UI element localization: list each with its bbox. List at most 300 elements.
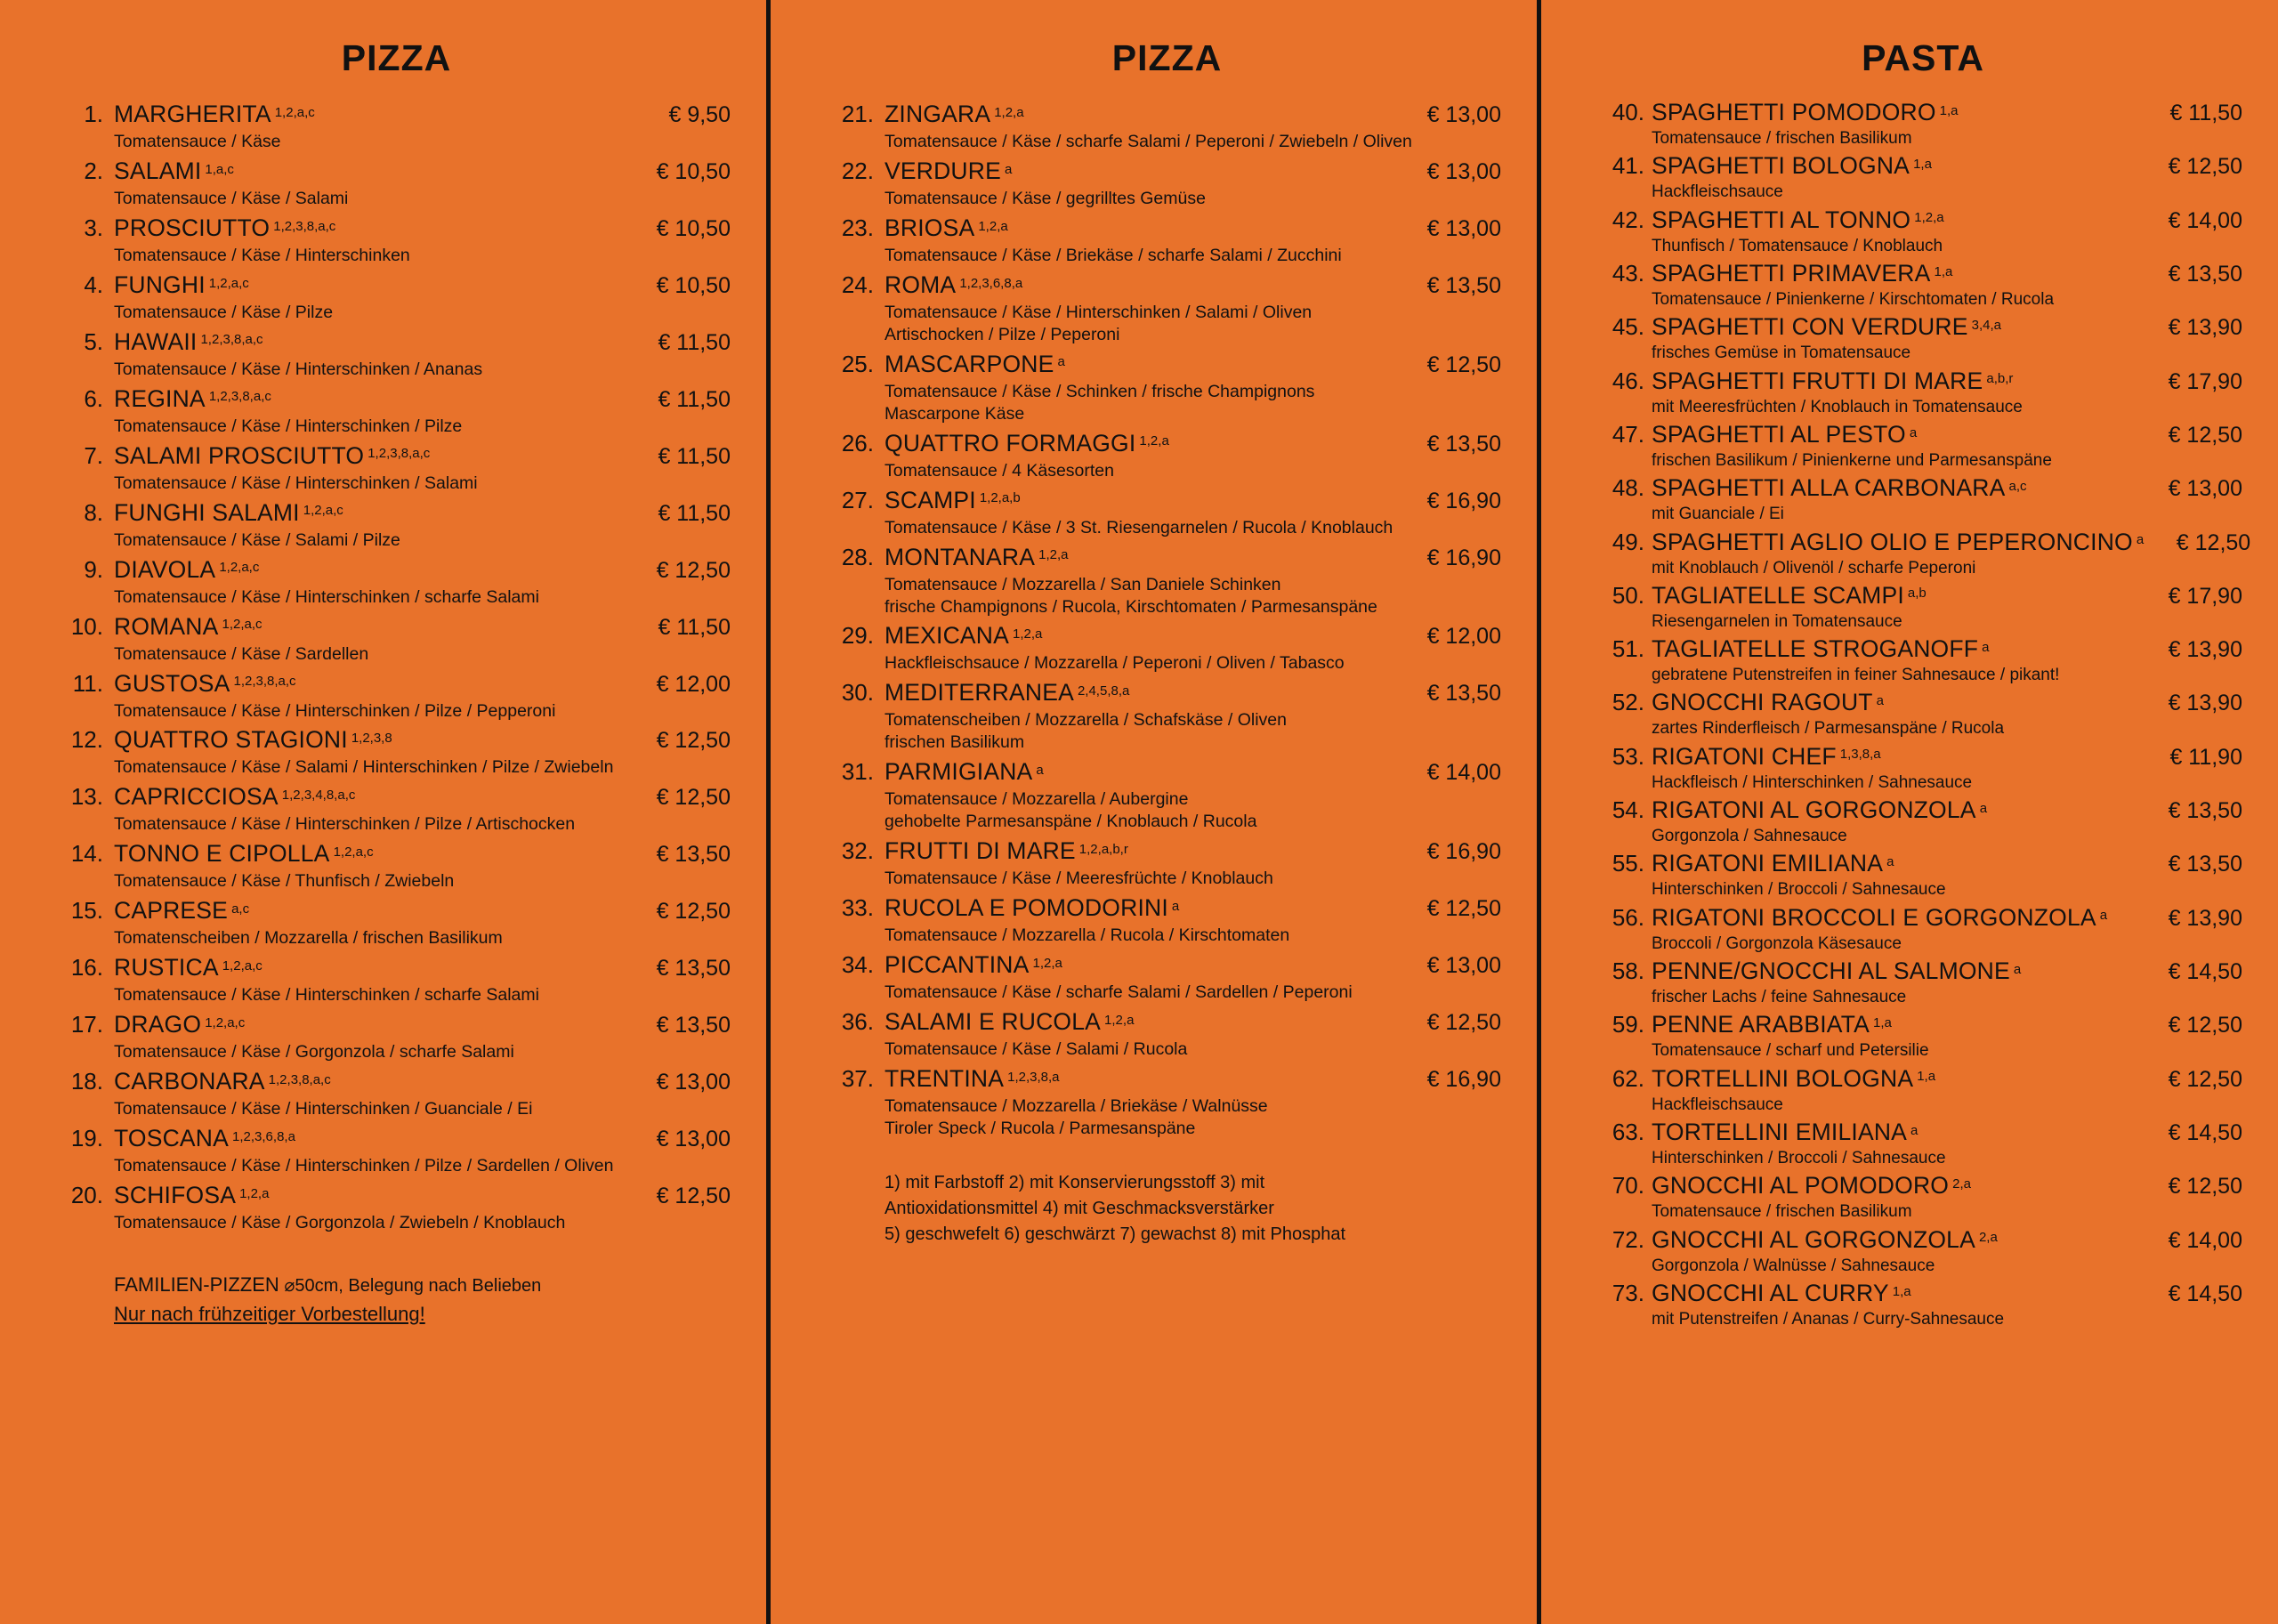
- menu-item-name-wrap: [1652, 101, 2136, 125]
- menu-item-description: [1652, 718, 2242, 739]
- menu-item-description-line: Hackfleischsauce: [1652, 1095, 1783, 1114]
- menu-item-name: MEDITERRANEA: [885, 679, 1074, 707]
- menu-item-description-line: Tomatensauce / Mozzarella / San Daniele Schinken: [885, 574, 1281, 594]
- menu-item-line: [62, 555, 731, 583]
- menu-item-line: [62, 159, 731, 183]
- menu-item-number: 50.: [1612, 581, 1644, 609]
- menu-item-line: [62, 899, 731, 923]
- menu-item-allergens: a: [1876, 693, 1885, 709]
- menu-item-description: [1652, 504, 2242, 525]
- menu-item-allergens: 1,2,3,6,8,a: [232, 1128, 295, 1144]
- menu-item-name-wrap: [114, 842, 624, 866]
- menu-item-line: [62, 216, 731, 240]
- menu-item-line: [833, 352, 1501, 376]
- menu-item-allergens: 1,2,3,6,8,a: [959, 275, 1023, 291]
- menu-item: [1603, 1225, 2242, 1277]
- menu-item-description-line: Tomatensauce / Mozzarella / Aubergine: [885, 789, 1189, 810]
- menu-item-name-wrap: [885, 839, 1394, 863]
- menu-item: [1603, 637, 2242, 686]
- menu-item-line: [62, 384, 731, 412]
- menu-item-number: 48.: [1612, 474, 1644, 502]
- menu-item-name-wrap: [885, 760, 1394, 784]
- family-pizza-title: FAMILIEN-PIZZEN: [114, 1273, 279, 1297]
- menu-item-number: 58.: [1612, 957, 1644, 984]
- menu-item: [833, 486, 1501, 539]
- menu-item-number: 33.: [841, 894, 874, 922]
- menu-item-number: 43.: [1612, 259, 1644, 287]
- menu-item-allergens: a: [1004, 161, 1013, 177]
- menu-item-allergens: 1,2,3,8: [351, 731, 392, 747]
- menu-item-price: € 13,50: [1426, 681, 1501, 707]
- menu-item-name-wrap: [1652, 1013, 2136, 1037]
- menu-item-name: SALAMI PROSCIUTTO: [114, 441, 365, 469]
- menu-item-name-wrap: [114, 728, 624, 752]
- menu-item-price: € 11,50: [658, 329, 731, 355]
- menu-item: [62, 555, 731, 609]
- menu-item-allergens: 1,2,a,c: [274, 104, 315, 120]
- menu-item-name: FRUTTI DI MARE: [885, 837, 1076, 865]
- menu-item-price: € 13,00: [656, 1070, 731, 1095]
- menu-item-description-line: Tomatensauce / frischen Basilikum: [1652, 129, 1912, 148]
- menu-item-name-wrap: [885, 102, 1394, 126]
- menu-item-list-pasta: [1603, 99, 2251, 1330]
- menu-item-description-line: Tomatensauce / Käse / Thunfisch / Zwiebeln: [114, 871, 455, 892]
- menu-item-number: 25.: [841, 350, 874, 377]
- column-title-pasta: PASTA: [1862, 37, 1984, 78]
- menu-item-name: ROMA: [885, 271, 957, 298]
- menu-item-allergens: 1,2,3,8,a,c: [208, 389, 271, 405]
- menu-item-line: [833, 953, 1501, 977]
- menu-item-allergens: 1,2,a: [1139, 433, 1169, 449]
- menu-item-allergens: 1,2,3,8,a,c: [273, 218, 336, 234]
- menu-item-description: [114, 1041, 731, 1063]
- menu-item-price: € 16,90: [1426, 545, 1501, 570]
- menu-item-name-wrap: [885, 216, 1394, 240]
- menu-column-pizza-2: [771, 0, 1537, 1624]
- menu-item-allergens: 1,2,a: [1038, 547, 1069, 563]
- menu-item-name-wrap: [114, 327, 624, 355]
- menu-item-line: [62, 1013, 731, 1037]
- menu-item-line: [62, 327, 731, 355]
- menu-item-name-wrap: [114, 273, 624, 297]
- menu-item-price: € 17,90: [2168, 583, 2242, 609]
- menu-item-number: 30.: [841, 679, 874, 707]
- menu-item-description-line: Hackfleischsauce: [1652, 182, 1783, 202]
- menu-item-description: [1652, 933, 2242, 955]
- menu-item: [1603, 420, 2242, 472]
- menu-item-name-wrap: [885, 896, 1394, 920]
- menu-item-number: 52.: [1612, 689, 1644, 716]
- menu-item-description: [1652, 450, 2242, 472]
- menu-item-name-wrap: [114, 498, 624, 526]
- menu-item-description: [1652, 182, 2242, 203]
- menu-item-price: € 11,50: [658, 386, 731, 412]
- menu-item-description-line: Tomatensauce / Käse / Hinterschinken / scharfe Salami: [114, 586, 539, 607]
- menu-item: [1603, 798, 2242, 847]
- menu-item-name: GNOCCHI AL GORGONZOLA: [1652, 1225, 1975, 1253]
- menu-item-description-line: frischer Lachs / feine Sahnesauce: [1652, 988, 1907, 1006]
- menu-item-name-wrap: [1652, 315, 2136, 339]
- menu-item-name: GUSTOSA: [114, 669, 230, 697]
- menu-item-allergens: 1,2,a: [239, 1185, 270, 1201]
- menu-item-name-wrap: [885, 486, 1394, 513]
- menu-item-name: QUATTRO STAGIONI: [114, 726, 348, 754]
- menu-item-description-line: Tomatensauce / Mozzarella / Rucola / Kirschtomaten: [885, 925, 1290, 946]
- menu-item: [1603, 1281, 2242, 1330]
- menu-item-price: € 11,50: [658, 443, 731, 469]
- menu-item-number: 36.: [841, 1008, 874, 1036]
- menu-item-number: 17.: [70, 1011, 103, 1038]
- menu-item-number: 6.: [84, 384, 103, 412]
- additives-footnote: [885, 1170, 1472, 1248]
- menu-item-name-wrap: [1652, 691, 2136, 715]
- menu-item-allergens: a: [1909, 424, 1918, 440]
- menu-item-price: € 13,50: [656, 956, 731, 982]
- menu-item-line: [1603, 959, 2242, 983]
- menu-item-name: RIGATONI CHEF: [1652, 742, 1837, 770]
- menu-item-name-wrap: [114, 1013, 624, 1037]
- menu-item-name-wrap: [114, 159, 624, 183]
- menu-item: [62, 956, 731, 1006]
- menu-item-number: 11.: [72, 669, 103, 697]
- menu-item-description-line: Tomatenscheiben / Mozzarella / Schafskäse / Oliven: [885, 710, 1287, 731]
- menu-item-name: RIGATONI AL GORGONZOLA: [1652, 796, 1976, 824]
- menu-item-description: [885, 788, 1501, 833]
- menu-item-allergens: 1,a: [1873, 1014, 1892, 1030]
- menu-item-price: € 11,50: [2169, 101, 2242, 125]
- menu-item-number: 55.: [1612, 850, 1644, 877]
- menu-item-price: € 13,50: [1426, 272, 1501, 298]
- menu-item-description-line: Tomatensauce / Pinienkerne / Kirschtomaten / Rucola: [1652, 289, 2055, 309]
- menu-item-description-line: Tomatensauce / Mozzarella / Briekäse / Walnüsse: [885, 1096, 1268, 1117]
- menu-item-name: CAPRICCIOSA: [114, 783, 279, 811]
- menu-item-list-pizza-1: [62, 102, 731, 1234]
- menu-item-allergens: 1,a: [1913, 156, 1932, 172]
- menu-item-allergens: a,c: [2008, 478, 2027, 494]
- menu-item-description-line: mit Guanciale / Ei: [1652, 505, 1784, 524]
- menu-item-description-line: frischen Basilikum: [885, 732, 1025, 753]
- menu-item: [62, 728, 731, 779]
- menu-item-number: 10.: [70, 612, 103, 640]
- menu-item-allergens: a: [1057, 354, 1065, 370]
- menu-item-description-line: Tomatensauce / Käse / Salami / Pilze: [114, 529, 400, 550]
- menu-item-name: BRIOSA: [885, 214, 975, 241]
- menu-item-name: MASCARPONE: [885, 350, 1054, 377]
- menu-item-name: PENNE ARABBIATA: [1652, 1011, 1870, 1038]
- menu-item-line: [1603, 420, 2242, 448]
- menu-item-number: 21.: [841, 101, 874, 127]
- menu-item-allergens: a: [2099, 908, 2108, 924]
- menu-item-name-wrap: [114, 612, 624, 640]
- menu-item-number: 8.: [84, 498, 103, 526]
- menu-item-line: [833, 486, 1501, 513]
- menu-item-number: 41.: [1612, 152, 1644, 180]
- menu-item-price: € 12,50: [2168, 1013, 2242, 1038]
- menu-item-name: RIGATONI BROCCOLI E GORGONZOLA: [1652, 903, 2096, 931]
- menu-item-name: TRENTINA: [885, 1065, 1005, 1093]
- menu-item-line: [833, 429, 1501, 456]
- menu-item-number: 18.: [70, 1068, 103, 1095]
- menu-item-number: 46.: [1612, 367, 1644, 394]
- menu-item-number: 22.: [841, 157, 874, 184]
- menu-item-description: [1652, 128, 2242, 149]
- menu-item-name: SPAGHETTI CON VERDURE: [1652, 313, 1968, 341]
- menu-item-number: 47.: [1612, 420, 1644, 448]
- menu-item-name: PENNE/GNOCCHI AL SALMONE: [1652, 957, 2010, 984]
- menu-item: [1603, 1120, 2242, 1169]
- menu-item-description: [885, 188, 1501, 210]
- menu-item-description-line: frische Champignons / Rucola, Kirschtomaten / Parmesanspäne: [885, 596, 1377, 617]
- menu-item-description-line: Tomatensauce / Käse / Hinterschinken / Pilze: [114, 416, 463, 436]
- menu-item: [833, 1067, 1501, 1140]
- menu-item-description: [885, 1038, 1501, 1061]
- menu-item: [1603, 1013, 2242, 1062]
- menu-item-number: 20.: [70, 1182, 103, 1209]
- menu-item-number: 51.: [1612, 635, 1644, 663]
- menu-item-description-line: Tomatensauce / Käse / Briekäse / scharfe Salami / Zucchini: [885, 245, 1342, 265]
- menu-item-description: [1652, 1256, 2242, 1277]
- menu-item-price: € 13,00: [2168, 476, 2242, 502]
- menu-item-allergens: 1,2,a,b: [979, 490, 1021, 506]
- menu-item-number: 29.: [841, 622, 874, 650]
- menu-item-description-line: frischen Basilikum / Pinienkerne und Parmesanspäne: [1652, 450, 2052, 470]
- menu-item-allergens: 1,2,a,c: [222, 957, 263, 974]
- menu-item: [1603, 581, 2242, 633]
- menu-item-allergens: 1,2,a,c: [205, 1014, 246, 1030]
- menu-item-number: 15.: [70, 897, 103, 925]
- menu-item: [833, 216, 1501, 267]
- menu-item-description-line: Tomatensauce / Käse / Salami / Rucola: [885, 1039, 1188, 1060]
- additives-footnote-line: 1) mit Farbstoff 2) mit Konservierungsstoff 3) mit: [885, 1172, 1265, 1192]
- menu-item-name: PARMIGIANA: [885, 758, 1033, 786]
- menu-item-description: [885, 381, 1501, 425]
- menu-item-name-wrap: [1652, 1281, 2136, 1305]
- menu-item-description: [1652, 879, 2242, 901]
- menu-item-name-wrap: [885, 681, 1394, 705]
- menu-item-price: € 17,90: [2168, 368, 2242, 394]
- menu-item-allergens: 1,2,a,c: [303, 503, 343, 519]
- menu-item-name: SPAGHETTI AL PESTO: [1652, 420, 1906, 448]
- menu-item-number: 1.: [84, 101, 103, 127]
- menu-item-name: GNOCCHI RAGOUT: [1652, 689, 1873, 716]
- menu-item-name: VERDURE: [885, 157, 1001, 184]
- menu-item-name-wrap: [885, 273, 1394, 297]
- menu-item-number: 3.: [84, 214, 103, 241]
- menu-item-description: [1652, 343, 2242, 364]
- menu-item-name: ZINGARA: [885, 101, 991, 127]
- menu-item-name-wrap: [885, 1067, 1394, 1091]
- menu-item-price: € 14,50: [2168, 1281, 2242, 1306]
- menu-item-description: [1652, 826, 2242, 847]
- menu-item-name-wrap: [114, 785, 624, 809]
- menu-item-line: [62, 102, 731, 126]
- menu-item-name-wrap: [114, 1184, 624, 1208]
- menu-item-price: € 12,50: [656, 557, 731, 583]
- menu-item-name: RUCOLA E POMODORINI: [885, 894, 1168, 922]
- menu-item-price: € 12,50: [2168, 1174, 2242, 1200]
- menu-item-price: € 13,90: [2168, 315, 2242, 341]
- menu-item-name-wrap: [1652, 798, 2136, 822]
- menu-item-name: GNOCCHI AL POMODORO: [1652, 1172, 1950, 1200]
- menu-item-number: 63.: [1612, 1118, 1644, 1145]
- menu-item-description: [114, 700, 731, 723]
- menu-item-number: 45.: [1612, 313, 1644, 341]
- menu-item: [1603, 476, 2242, 525]
- menu-item-line: [833, 760, 1501, 784]
- menu-item: [1603, 101, 2242, 149]
- menu-item-price: € 13,90: [2168, 905, 2242, 931]
- menu-item-name: FUNGHI SALAMI: [114, 498, 300, 526]
- menu-item-line: [833, 896, 1501, 920]
- menu-item-description-line: Tomatensauce / Käse / Gorgonzola / scharfe Salami: [114, 1042, 514, 1062]
- menu-item: [1603, 208, 2242, 257]
- menu-item-line: [62, 498, 731, 526]
- menu-item-name: SCAMPI: [885, 486, 976, 513]
- menu-item-name: DIAVOLA: [114, 555, 216, 583]
- menu-item-description-line: Tomatensauce / Käse / Hinterschinken / Salami: [114, 473, 478, 493]
- menu-item-description: [114, 245, 731, 267]
- menu-item-price: € 13,90: [2168, 691, 2242, 716]
- additives-footnote-line: 5) geschwefelt 6) geschwärzt 7) gewachst 8) mit Phosphat: [885, 1224, 1346, 1244]
- menu-item-description: [114, 131, 731, 153]
- menu-item-allergens: 1,2,a,c: [219, 560, 260, 576]
- menu-item-description-line: Tomatensauce / Käse / Gorgonzola / Zwiebeln / Knoblauch: [114, 1213, 566, 1233]
- menu-item-allergens: 1,2,a: [994, 104, 1024, 120]
- menu-item-description-line: Tomatensauce / Käse / Hinterschinken / scharfe Salami: [114, 985, 539, 1006]
- additives-footnote-line: Antioxidationsmittel 4) mit Geschmacksverstärker: [885, 1198, 1274, 1218]
- menu-item-price: € 13,00: [656, 1127, 731, 1152]
- menu-item-number: 37.: [841, 1065, 874, 1093]
- menu-item-name: FUNGHI: [114, 271, 206, 298]
- menu-item-name: HAWAII: [114, 327, 198, 355]
- menu-item-allergens: a: [2136, 532, 2145, 548]
- menu-item-name-wrap: [114, 216, 624, 240]
- menu-item-number: 31.: [841, 758, 874, 786]
- menu-item: [1603, 528, 2251, 579]
- menu-item-number: 70.: [1612, 1172, 1644, 1200]
- menu-item-name: RUSTICA: [114, 954, 219, 982]
- menu-item-price: € 12,50: [2168, 422, 2242, 448]
- menu-item-number: 32.: [841, 837, 874, 865]
- menu-item-number: 62.: [1612, 1064, 1644, 1092]
- menu-item-name: CAPRESE: [114, 897, 229, 925]
- menu-item-description-line: Mascarpone Käse: [885, 403, 1025, 424]
- menu-item-description: [114, 1212, 731, 1234]
- menu-item-name: SALAMI E RUCOLA: [885, 1008, 1102, 1036]
- menu-item-number: 56.: [1612, 903, 1644, 931]
- menu-item-description-line: Tomatensauce / Käse / Hinterschinken / Ananas: [114, 359, 483, 379]
- menu-item-description: [885, 574, 1501, 618]
- menu-item: [833, 1010, 1501, 1061]
- menu-item-number: 26.: [841, 429, 874, 456]
- menu-item-price: € 12,50: [656, 899, 731, 925]
- menu-item-line: [833, 681, 1501, 705]
- menu-item-price: € 12,50: [1426, 351, 1501, 377]
- menu-item-name-wrap: [1652, 259, 2136, 287]
- menu-item-description-line: Artischocken / Pilze / Peperoni: [885, 324, 1120, 344]
- menu-item: [1603, 691, 2242, 739]
- menu-item-description-line: Tomatensauce / frischen Basilikum: [1652, 1202, 1912, 1222]
- menu-item-line: [62, 441, 731, 469]
- menu-item-name: QUATTRO FORMAGGI: [885, 429, 1136, 456]
- menu-item-allergens: 1,2,3,4,8,a,c: [281, 788, 356, 804]
- menu-item-price: € 12,50: [2168, 154, 2242, 180]
- menu-item-name: ROMANA: [114, 612, 219, 640]
- menu-item: [62, 899, 731, 949]
- menu-item-line: [1603, 476, 2242, 500]
- menu-item: [62, 384, 731, 438]
- menu-item-description: [885, 245, 1501, 267]
- menu-item-description: [114, 529, 731, 552]
- menu-item-line: [833, 1067, 1501, 1091]
- menu-item-price: € 13,50: [656, 842, 731, 868]
- menu-item-description: [1652, 289, 2242, 311]
- menu-item-description: [885, 925, 1501, 947]
- menu-item-number: 7.: [84, 441, 103, 469]
- menu-item-description-line: Tomatensauce / Käse / gegrilltes Gemüse: [885, 188, 1206, 208]
- menu-item-line: [833, 624, 1501, 648]
- menu-item-allergens: 1,3,8,a: [1839, 747, 1881, 763]
- menu-item-name-wrap: [1652, 530, 2144, 554]
- menu-item-price: € 14,00: [2168, 207, 2242, 233]
- menu-item: [1603, 154, 2242, 203]
- menu-item-line: [1603, 154, 2242, 178]
- menu-item-price: € 14,00: [1426, 760, 1501, 786]
- menu-item-price: € 13,50: [2168, 852, 2242, 877]
- menu-item-description: [885, 131, 1501, 153]
- menu-item-number: 14.: [70, 840, 103, 868]
- menu-item-allergens: 1,2,3,8,a,c: [233, 674, 296, 690]
- menu-item-price: € 12,50: [656, 728, 731, 754]
- menu-item-description-line: Tomatensauce / Käse / Hinterschinken / Guanciale / Ei: [114, 1099, 533, 1119]
- menu-item-description-line: Tomatensauce / Käse / Hinterschinken / Salami / Oliven: [885, 302, 1313, 322]
- menu-item-description: [1652, 665, 2242, 686]
- menu-item-description-line: mit Knoblauch / Olivenöl / scharfe Peperoni: [1652, 558, 1976, 578]
- menu-item-name-wrap: [1652, 742, 2136, 770]
- menu-item-name: SPAGHETTI AL TONNO: [1652, 206, 1911, 233]
- menu-item-price: € 11,50: [658, 500, 731, 526]
- menu-item: [833, 681, 1501, 754]
- menu-item-allergens: a,b: [1907, 586, 1927, 602]
- column-title-pizza-1: PIZZA: [341, 37, 452, 78]
- menu-item: [833, 760, 1501, 833]
- menu-item-line: [1603, 742, 2242, 770]
- menu-item: [1603, 259, 2242, 311]
- menu-item-name: TORTELLINI EMILIANA: [1652, 1118, 1908, 1145]
- menu-item-description: [885, 302, 1501, 346]
- menu-item-name: REGINA: [114, 384, 206, 412]
- menu-item-number: 34.: [841, 951, 874, 979]
- menu-item-allergens: a,c: [231, 901, 250, 917]
- menu-item: [1603, 742, 2242, 794]
- menu-item-allergens: 1,2,a: [1013, 626, 1043, 642]
- menu-item-line: [1603, 798, 2242, 822]
- menu-item-line: [1603, 581, 2242, 609]
- menu-column-pasta: [1541, 0, 2278, 1624]
- menu-item-name: MARGHERITA: [114, 101, 271, 127]
- menu-item: [62, 1127, 731, 1177]
- menu-item-description: [114, 473, 731, 495]
- menu-item-allergens: 1,2,a,c: [222, 617, 263, 633]
- menu-item-allergens: 1,2,3,8,a,c: [200, 332, 263, 348]
- menu-item-description-line: Tomatensauce / Käse / Hinterschinken / Pilze / Pepperoni: [114, 700, 556, 721]
- menu-item-allergens: a,b,r: [1986, 371, 2014, 387]
- menu-item: [833, 429, 1501, 482]
- menu-item: [62, 216, 731, 267]
- menu-item-description-line: Hackfleisch / Hinterschinken / Sahnesauce: [1652, 772, 1973, 792]
- menu-item-name-wrap: [114, 956, 624, 980]
- menu-item-number: 59.: [1612, 1011, 1644, 1038]
